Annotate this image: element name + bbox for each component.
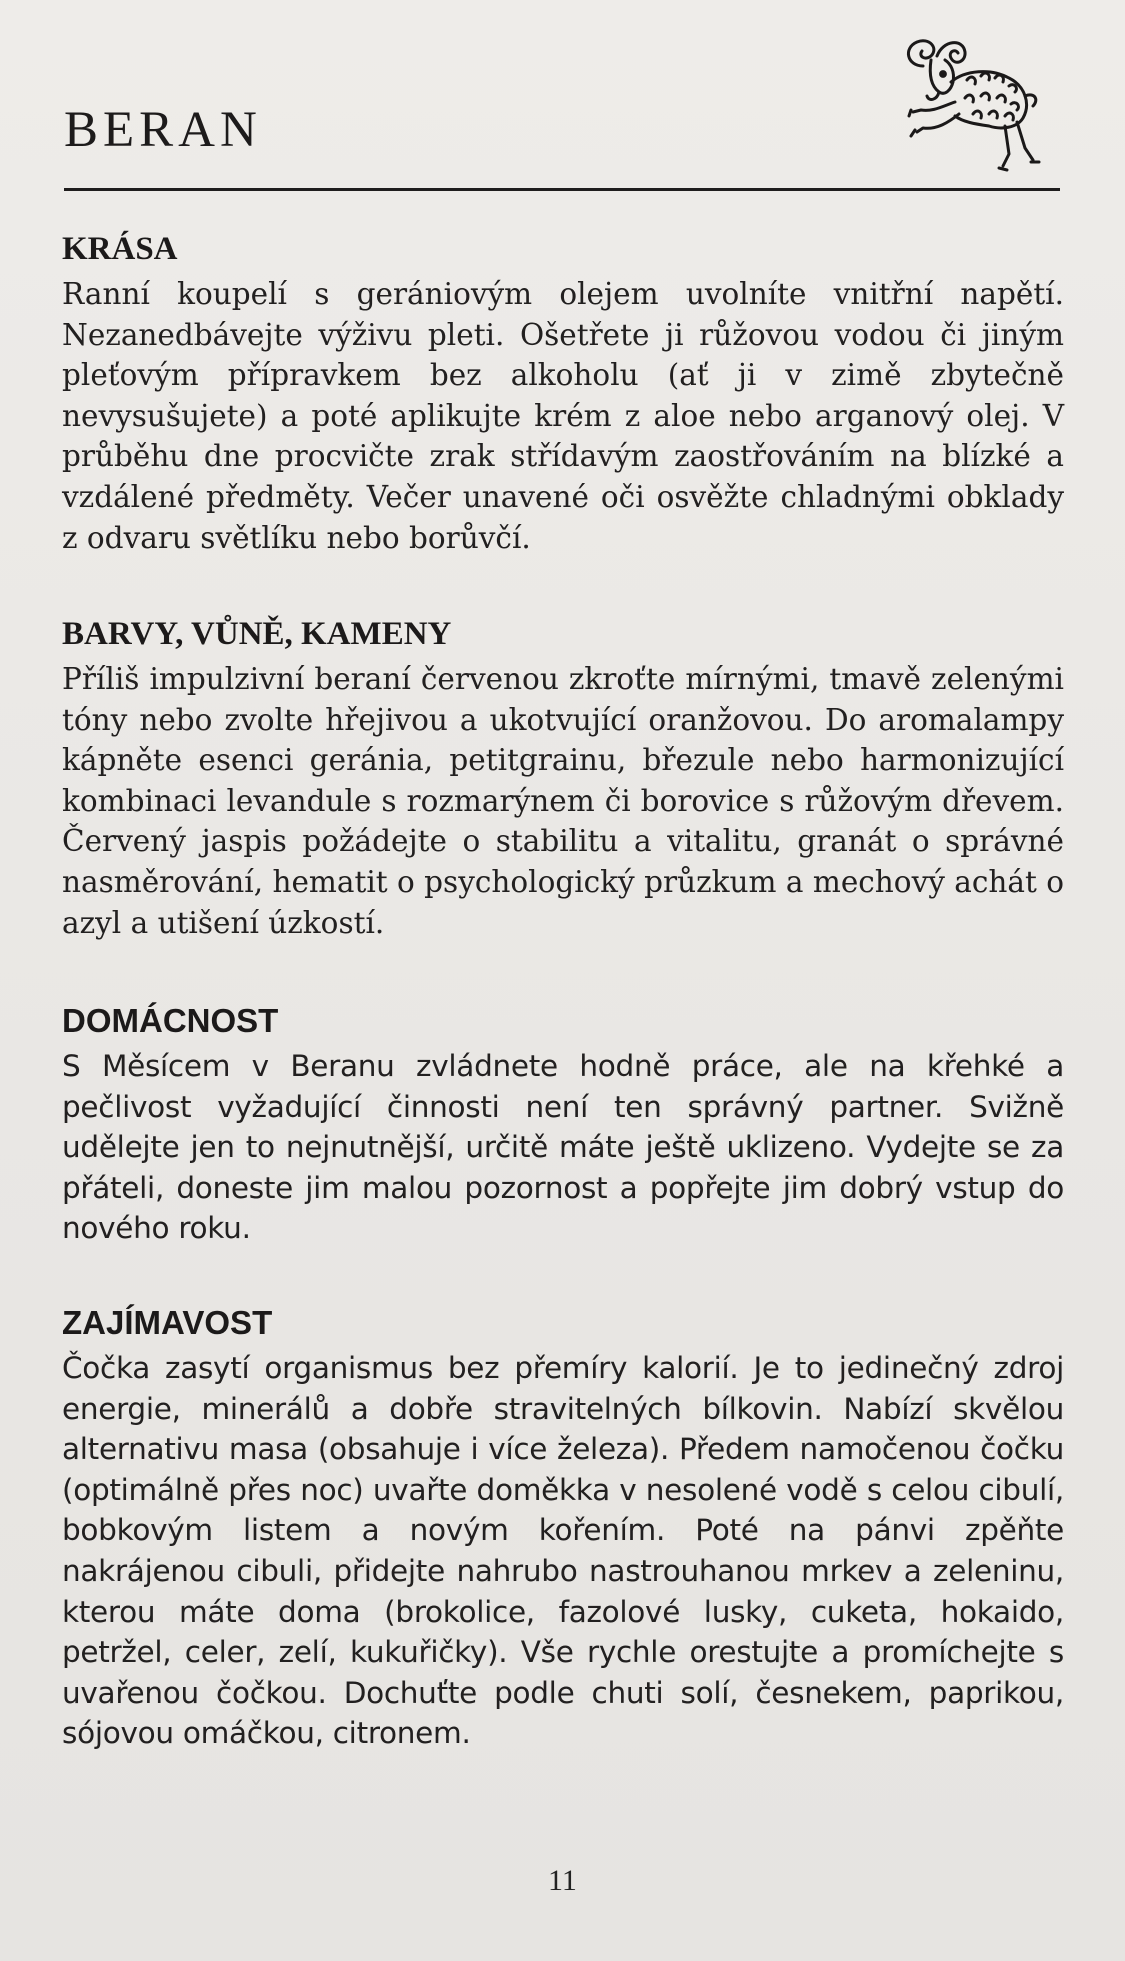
section-curiosity — [62, 1304, 1064, 1754]
page-title: BERAN — [64, 102, 262, 158]
section-text: Ranní koupelí s gerániovým olejem uvolníte vnitřní napětí. Nezanedbávejte výživu pleti. Ošetřete ji růžovou vodou či jiným pleťovým přípravkem bez alkoholu (ať ji v zimě zbytečně nevysušujete) a poté aplikujte krém z aloe nebo arganový olej. V průběhu dne procvičte zrak střídavým zaostřováním na blízké a vzdálené předměty. Večer unavené oči osvěžte chladnými obklady z odvaru světlíku nebo borůvčí. — [62, 277, 1064, 555]
section-heading: DOMÁCNOST — [62, 1002, 279, 1039]
header-divider — [64, 188, 1060, 191]
section-household — [62, 1002, 1064, 1249]
aries-ram-icon — [893, 26, 1043, 186]
section-beauty — [62, 230, 1064, 558]
section-colors-scents-stones — [62, 615, 1064, 943]
section-heading: BARVY, VŮNĚ, KAMENY — [62, 616, 452, 652]
section-heading: ZAJÍMAVOST — [62, 1304, 273, 1341]
section-text: S Měsícem v Beranu zvládnete hodně práce, ale na křehké a pečlivost vyžadující činnosti není ten správný partner. Svižně udělejte jen to nejnutnější, určitě máte ještě uklizeno. Vydejte se za přáteli, doneste jim malou pozornost a popřejte jim dobrý vstup do nového roku. — [62, 1049, 1064, 1246]
page-header — [64, 96, 1060, 196]
section-text: Čočka zasytí organismus bez přemíry kalorií. Je to jedinečný zdroj energie, minerálů a dobře stravitelných bílkovin. Nabízí skvělou alternativu masa (obsahuje i více železa). Předem namočenou čočku (optimálně přes noc) uvařte doměkka v nesolené vodě s celou cibulí, bobkovým listem a novým kořením. Poté na pánvi zpěňte nakrájenou cibuli, přidejte nahrubo nastrouhanou mrkev a zeleninu, kterou máte doma (brokolice, fazolové lusky, cuketa, hokaido, petržel, celer, zelí, kukuřičky). Vše rychle orestujte a promíchejte s uvařenou čočkou. Dochuťte podle chuti solí, česnekem, paprikou, sójovou omáčkou, citronem. — [62, 1351, 1064, 1751]
section-text: Příliš impulzivní beraní červenou zkroťte mírnými, tmavě zelenými tóny nebo zvolte hřejivou a ukotvující oranžovou. Do aromalampy kápněte esenci geránia, petitgrainu, březule nebo harmonizující kombinaci levandule s rozmarýnem či borovice s růžovým dřevem. Červený jaspis požádejte o stabilitu a vitalitu, granát o správné nasměrování, hematit o psychologický průzkum a mechový achát o azyl a utišení úzkostí. — [62, 662, 1064, 940]
page-number: 11 — [548, 1864, 577, 1897]
section-heading: KRÁSA — [62, 231, 178, 267]
